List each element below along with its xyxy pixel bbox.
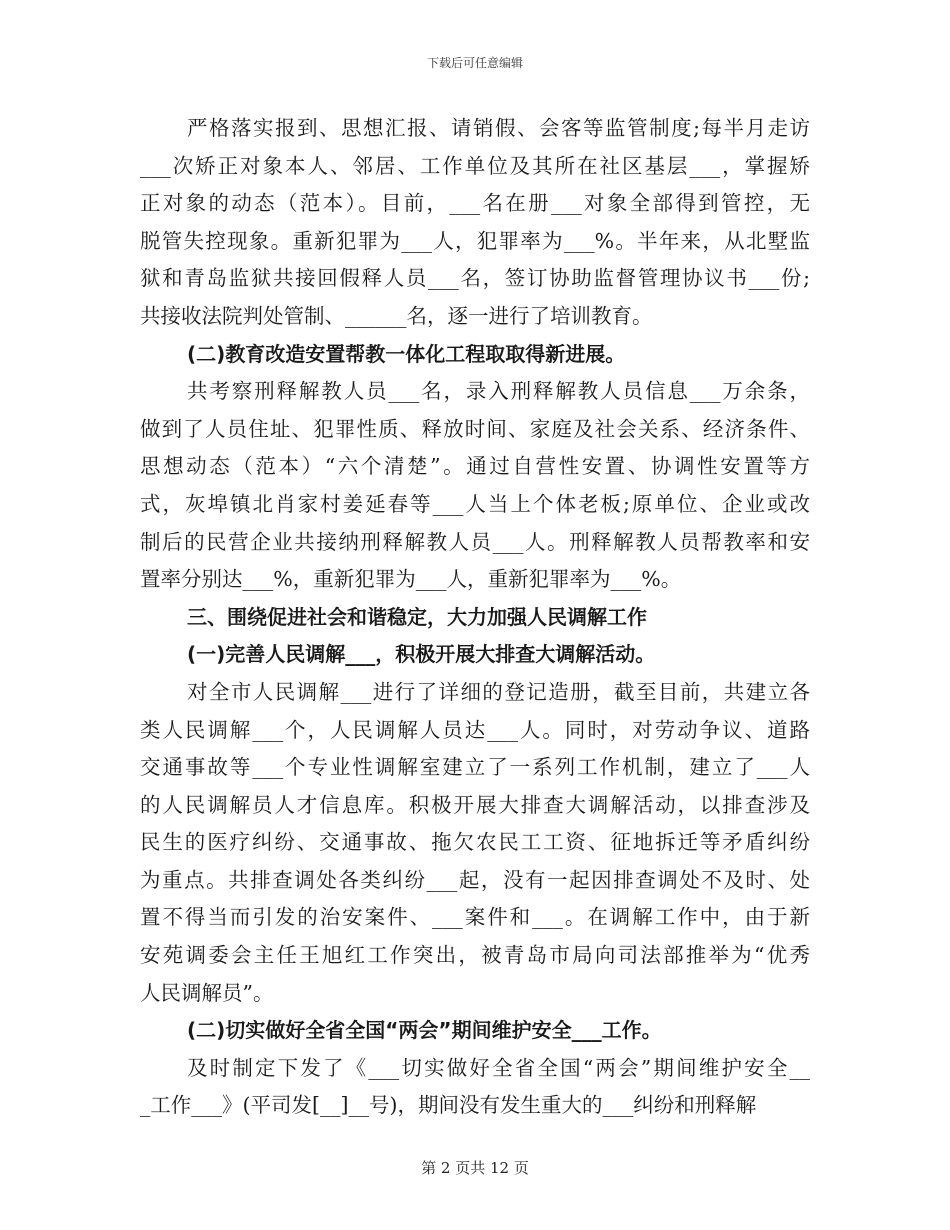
paragraph-line: 类人民调解___个，人民调解人员达___人。同时，对劳动争议、道路 xyxy=(140,717,810,742)
paragraph-line: 人民调解员”。 xyxy=(140,980,274,1005)
document-body xyxy=(140,110,810,1125)
paragraph-line: 为重点。共排查调处各类纠纷___起，没有一起因排查调处不及时、处 xyxy=(140,867,810,892)
paragraph-line: _工作___》(平司发[__]__号)，期间没有发生重大的___纠纷和刑释解 xyxy=(140,1093,757,1118)
page-footer: 第 2 页共 12 页 xyxy=(421,1159,529,1177)
paragraph-line: 式，灰埠镇北肖家村姜延春等___人当上个体老板;原单位、企业或改 xyxy=(140,491,810,516)
paragraph-line: 共接收法院判处管制、______名，逐一进行了培训教育。 xyxy=(140,303,653,328)
paragraph-line: 及时制定下发了《___切实做好全省全国“两会”期间维护安全__ xyxy=(187,1055,810,1080)
paragraph-line: 交通事故等___个专业性调解室建立了一系列工作机制，建立了___人 xyxy=(140,755,810,780)
section-heading: (一)完善人民调解___，积极开展大排查大调解活动。 xyxy=(187,642,656,667)
page-header: 下载后可任意编辑 xyxy=(426,56,523,70)
paragraph-line: 制后的民营企业共接纳刑释解教人员___人。刑释解教人员帮教率和安 xyxy=(140,529,810,554)
paragraph-line: 共考察刑释解教人员___名，录入刑释解教人员信息___万余条， xyxy=(187,379,810,404)
paragraph-line: 对全市人民调解___进行了详细的登记造册，截至目前，共建立各 xyxy=(187,679,810,704)
paragraph-line: 民生的医疗纠纷、交通事故、拖欠农民工工资、征地拆迁等矛盾纠纷 xyxy=(140,830,810,855)
section-heading: 三、围绕促进社会和谐稳定，大力加强人民调解工作 xyxy=(187,604,647,629)
section-heading: (二)教育改造安置帮教一体化工程取取得新进展。 xyxy=(187,341,626,366)
paragraph-line: 做到了人员住址、犯罪性质、释放时间、家庭及社会关系、经济条件、 xyxy=(140,416,810,441)
paragraph-line: 置率分别达___%，重新犯罪为___人，重新犯罪率为___%。 xyxy=(140,567,682,592)
paragraph-line: 狱和青岛监狱共接回假释人员___名，签订协助监督管理协议书___份; xyxy=(140,266,810,291)
paragraph-line: ___次矫正对象本人、邻居、工作单位及其所在社区基层___，掌握矫 xyxy=(140,153,810,178)
paragraph-line: 置不得当而引发的治安案件、___案件和___。在调解工作中，由于新 xyxy=(140,905,810,930)
paragraph-line: 的人民调解员人才信息库。积极开展大排查大调解活动，以排查涉及 xyxy=(140,792,810,817)
paragraph-line: 思想动态（范本）“六个清楚”。通过自营性安置、协调性安置等方 xyxy=(140,454,810,479)
paragraph-line: 安苑调委会主任王旭红工作突出，被青岛市局向司法部推举为“优秀 xyxy=(140,943,810,968)
paragraph-line: 严格落实报到、思想汇报、请销假、会客等监管制度;每半月走访 xyxy=(187,116,810,140)
paragraph-line: 脱管失控现象。重新犯罪为___人，犯罪率为___%。半年来，从北墅监 xyxy=(140,228,810,253)
section-heading: (二)切实做好全省全国“两会”期间维护安全___工作。 xyxy=(187,1018,662,1043)
paragraph-line: 正对象的动态（范本）。目前，___名在册___对象全部得到管控，无 xyxy=(140,191,810,216)
